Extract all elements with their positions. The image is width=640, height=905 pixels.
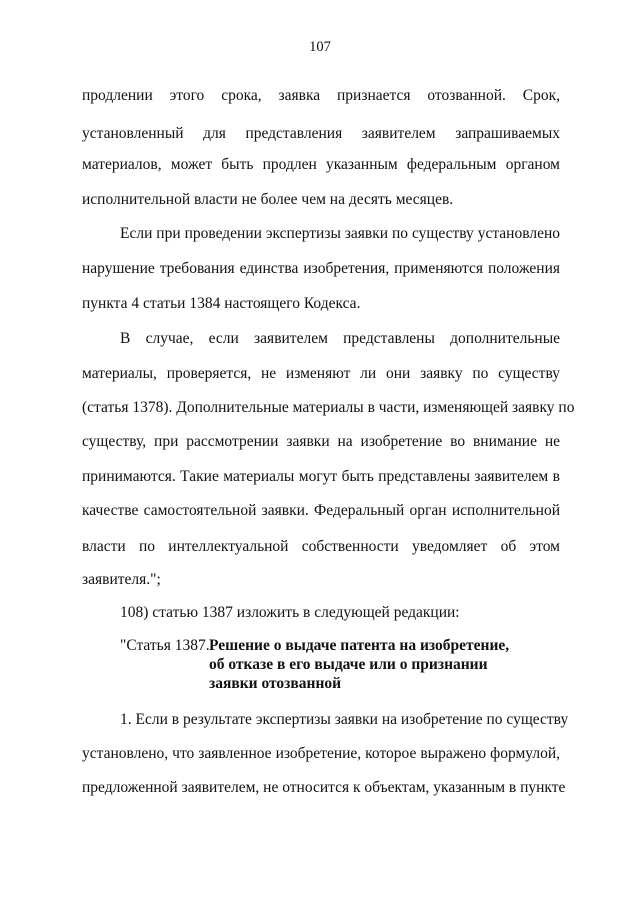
article-title-line: заявки отозванной [209,675,342,692]
text-line: исполнительной власти не более чем на десять месяцев. [82,191,454,208]
text-line: пункта 4 статьи 1384 настоящего Кодекса. [82,295,361,312]
text-line: нарушение требования единства изобретения, применяются положения [82,260,560,277]
text-line: существу, при рассмотрении заявки на изобретение во внимание не [82,433,560,450]
text-line: (статья 1378). Дополнительные материалы в части, изменяющей заявку по [82,399,575,416]
text-line: продлении этого срока, заявка признается отозванной. Срок, [82,87,560,104]
text-line: власти по интеллектуальной собственности уведомляет об этом [82,538,560,555]
text-line: заявителя."; [82,571,161,588]
text-line: материалы, проверяется, не изменяют ли они заявку по существу [82,365,560,382]
text-line: Если при проведении экспертизы заявки по существу установлено [120,225,560,242]
text-line: 108) статью 1387 изложить в следующей редакции: [120,604,460,621]
text-line: предложенной заявителем, не относится к объектам, указанным в пункте [82,779,566,796]
text-line: материалов, может быть продлен указанным федеральным органом [82,156,560,173]
text-line: принимаются. Такие материалы могут быть представлены заявителем в [82,468,560,485]
text-line: установлено, что заявленное изобретение, которое выражено формулой, [82,745,560,762]
page-number: 107 [309,39,331,55]
text-line: качестве самостоятельной заявки. Федеральный орган исполнительной [82,502,560,519]
text-line: 1. Если в результате экспертизы заявки на изобретение по существу [120,711,569,728]
article-label: "Статья 1387. [120,637,210,654]
text-line: В случае, если заявителем представлены дополнительные [120,330,560,347]
text-line: установленный для представления заявителем запрашиваемых [82,125,560,142]
article-title-line: об отказе в его выдаче или о признании [209,656,488,673]
article-title-line: Решение о выдаче патента на изобретение, [209,637,510,654]
